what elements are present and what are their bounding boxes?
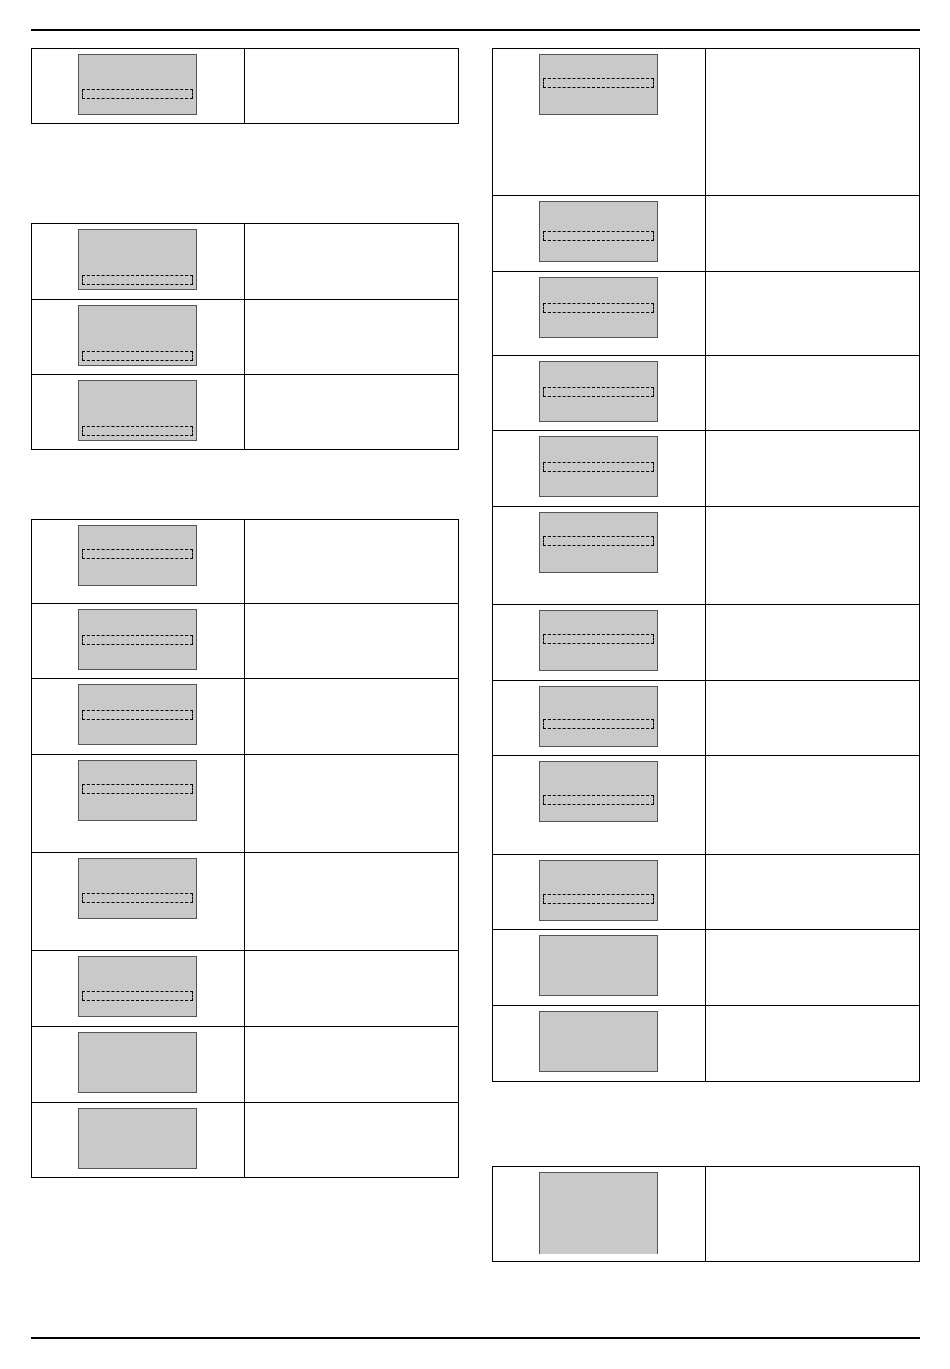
- description-cell: [245, 679, 459, 755]
- screen-cell: [493, 196, 706, 272]
- description-text: [706, 196, 919, 208]
- description-text: [245, 300, 458, 312]
- highlight-band: [82, 784, 193, 794]
- highlight-band: [82, 893, 193, 903]
- highlight-band: [82, 89, 193, 99]
- table-row: [32, 520, 459, 604]
- lcd-screen-image: [539, 686, 658, 747]
- screen-cell: [32, 224, 245, 300]
- description-cell: [706, 605, 920, 681]
- description-text: [706, 507, 919, 519]
- description-text: [245, 1027, 458, 1039]
- screen-cell: [493, 681, 706, 756]
- lcd-screen-image: [539, 860, 658, 921]
- highlight-band: [543, 303, 654, 313]
- footer-rule: [31, 1337, 920, 1339]
- lcd-screen-image: [539, 512, 658, 573]
- header-rule: [31, 29, 920, 31]
- screen-cell: [493, 1006, 706, 1082]
- lcd-screen-image: [539, 54, 658, 115]
- table-row: [32, 604, 459, 679]
- description-text: [245, 755, 458, 767]
- description-cell: [245, 951, 459, 1027]
- screen-cell: [32, 853, 245, 951]
- screen-cell: [32, 1103, 245, 1178]
- description-cell: [706, 356, 920, 431]
- lcd-screen-image: [78, 684, 197, 745]
- description-text: [245, 679, 458, 691]
- highlight-band: [543, 387, 654, 397]
- description-cell: [245, 300, 459, 375]
- table-row: [32, 755, 459, 853]
- description-cell: [245, 755, 459, 853]
- description-cell: [706, 1006, 920, 1082]
- description-text: [245, 951, 458, 963]
- table-row: [493, 605, 920, 681]
- highlight-band: [543, 231, 654, 241]
- description-cell: [245, 1103, 459, 1178]
- highlight-band: [82, 991, 193, 1001]
- description-cell: [706, 49, 920, 196]
- lcd-screen-image: [539, 1011, 658, 1072]
- description-cell: [706, 1167, 920, 1262]
- screen-cell: [32, 679, 245, 755]
- screen-cell: [32, 951, 245, 1027]
- screen-cell: [493, 930, 706, 1006]
- lcd-screen-image: [539, 201, 658, 262]
- description-cell: [245, 604, 459, 679]
- lcd-screen-image: [78, 956, 197, 1017]
- highlight-band: [543, 719, 654, 729]
- screen-cell: [32, 49, 245, 124]
- description-cell: [706, 930, 920, 1006]
- lcd-screen-image: [78, 760, 197, 821]
- lcd-screen-image: [78, 609, 197, 670]
- description-text: [706, 356, 919, 368]
- description-text: [706, 930, 919, 942]
- table-row: [493, 49, 920, 196]
- description-cell: [245, 49, 459, 124]
- description-text: [706, 1006, 919, 1018]
- screen-cell: [493, 507, 706, 605]
- screen-cell: [493, 356, 706, 431]
- table-row: [32, 300, 459, 375]
- screen-cell: [493, 1167, 706, 1262]
- highlight-band: [543, 894, 654, 904]
- description-text: [245, 520, 458, 532]
- description-cell: [245, 1027, 459, 1103]
- screen-cell: [32, 375, 245, 450]
- highlight-band: [82, 275, 193, 285]
- screen-cell: [493, 756, 706, 855]
- description-text: [245, 375, 458, 387]
- screen-cell: [493, 49, 706, 196]
- table-row: [493, 272, 920, 356]
- table-row: [32, 1027, 459, 1103]
- lcd-screen-image: [78, 1032, 197, 1093]
- description-text: [706, 272, 919, 284]
- lcd-screen-image: [78, 525, 197, 586]
- screen-cell: [32, 1027, 245, 1103]
- description-cell: [245, 853, 459, 951]
- table-row: [493, 196, 920, 272]
- description-cell: [245, 520, 459, 604]
- left-table-2: [31, 223, 459, 450]
- highlight-band: [82, 710, 193, 720]
- description-cell: [245, 224, 459, 300]
- description-text: [706, 49, 919, 61]
- highlight-band: [82, 426, 193, 436]
- screen-cell: [493, 605, 706, 681]
- lcd-screen-image: [78, 1108, 197, 1169]
- description-cell: [706, 196, 920, 272]
- description-text: [245, 49, 458, 61]
- table-row: [493, 756, 920, 855]
- description-cell: [706, 855, 920, 930]
- table-row: [32, 49, 459, 124]
- screen-cell: [32, 604, 245, 679]
- screen-cell: [32, 300, 245, 375]
- lcd-screen-image: [539, 1172, 658, 1254]
- description-text: [245, 604, 458, 616]
- description-cell: [706, 756, 920, 855]
- table-row: [493, 1006, 920, 1082]
- left-table-3: [31, 519, 459, 1178]
- highlight-band: [543, 795, 654, 805]
- lcd-screen-image: [539, 761, 658, 822]
- right-table-2: [492, 1166, 920, 1262]
- table-row: [32, 224, 459, 300]
- table-row: [493, 855, 920, 930]
- table-row: [493, 930, 920, 1006]
- table-row: [493, 431, 920, 507]
- table-row: [493, 356, 920, 431]
- screen-cell: [493, 855, 706, 930]
- screen-cell: [32, 520, 245, 604]
- left-table-1: [31, 48, 459, 124]
- description-text: [706, 431, 919, 443]
- highlight-band: [543, 634, 654, 644]
- lcd-screen-image: [539, 935, 658, 996]
- lcd-screen-image: [78, 858, 197, 919]
- lcd-screen-image: [78, 305, 197, 366]
- description-cell: [706, 681, 920, 756]
- description-text: [245, 853, 458, 865]
- description-cell: [245, 375, 459, 450]
- highlight-band: [82, 351, 193, 361]
- table-row: [32, 375, 459, 450]
- lcd-screen-image: [539, 361, 658, 422]
- screen-cell: [32, 755, 245, 853]
- lcd-screen-image: [539, 277, 658, 338]
- description-text: [706, 681, 919, 693]
- description-cell: [706, 272, 920, 356]
- lcd-screen-image: [78, 54, 197, 115]
- screen-cell: [493, 272, 706, 356]
- table-row: [32, 853, 459, 951]
- lcd-screen-image: [78, 380, 197, 441]
- highlight-band: [82, 549, 193, 559]
- table-row: [493, 681, 920, 756]
- table-row: [493, 1167, 920, 1262]
- description-text: [706, 756, 919, 768]
- right-table-1: [492, 48, 920, 1082]
- table-row: [32, 679, 459, 755]
- lcd-screen-image: [539, 436, 658, 497]
- description-cell: [706, 507, 920, 605]
- highlight-band: [543, 536, 654, 546]
- highlight-band: [543, 78, 654, 88]
- description-text: [706, 855, 919, 867]
- screen-cell: [493, 431, 706, 507]
- lcd-screen-image: [78, 229, 197, 290]
- lcd-screen-image: [539, 610, 658, 671]
- highlight-band: [543, 462, 654, 472]
- table-row: [493, 507, 920, 605]
- highlight-band: [82, 635, 193, 645]
- description-text: [245, 224, 458, 236]
- table-row: [32, 1103, 459, 1178]
- description-cell: [706, 431, 920, 507]
- description-text: [706, 605, 919, 617]
- table-row: [32, 951, 459, 1027]
- description-text: [706, 1167, 919, 1179]
- description-text: [245, 1103, 458, 1115]
